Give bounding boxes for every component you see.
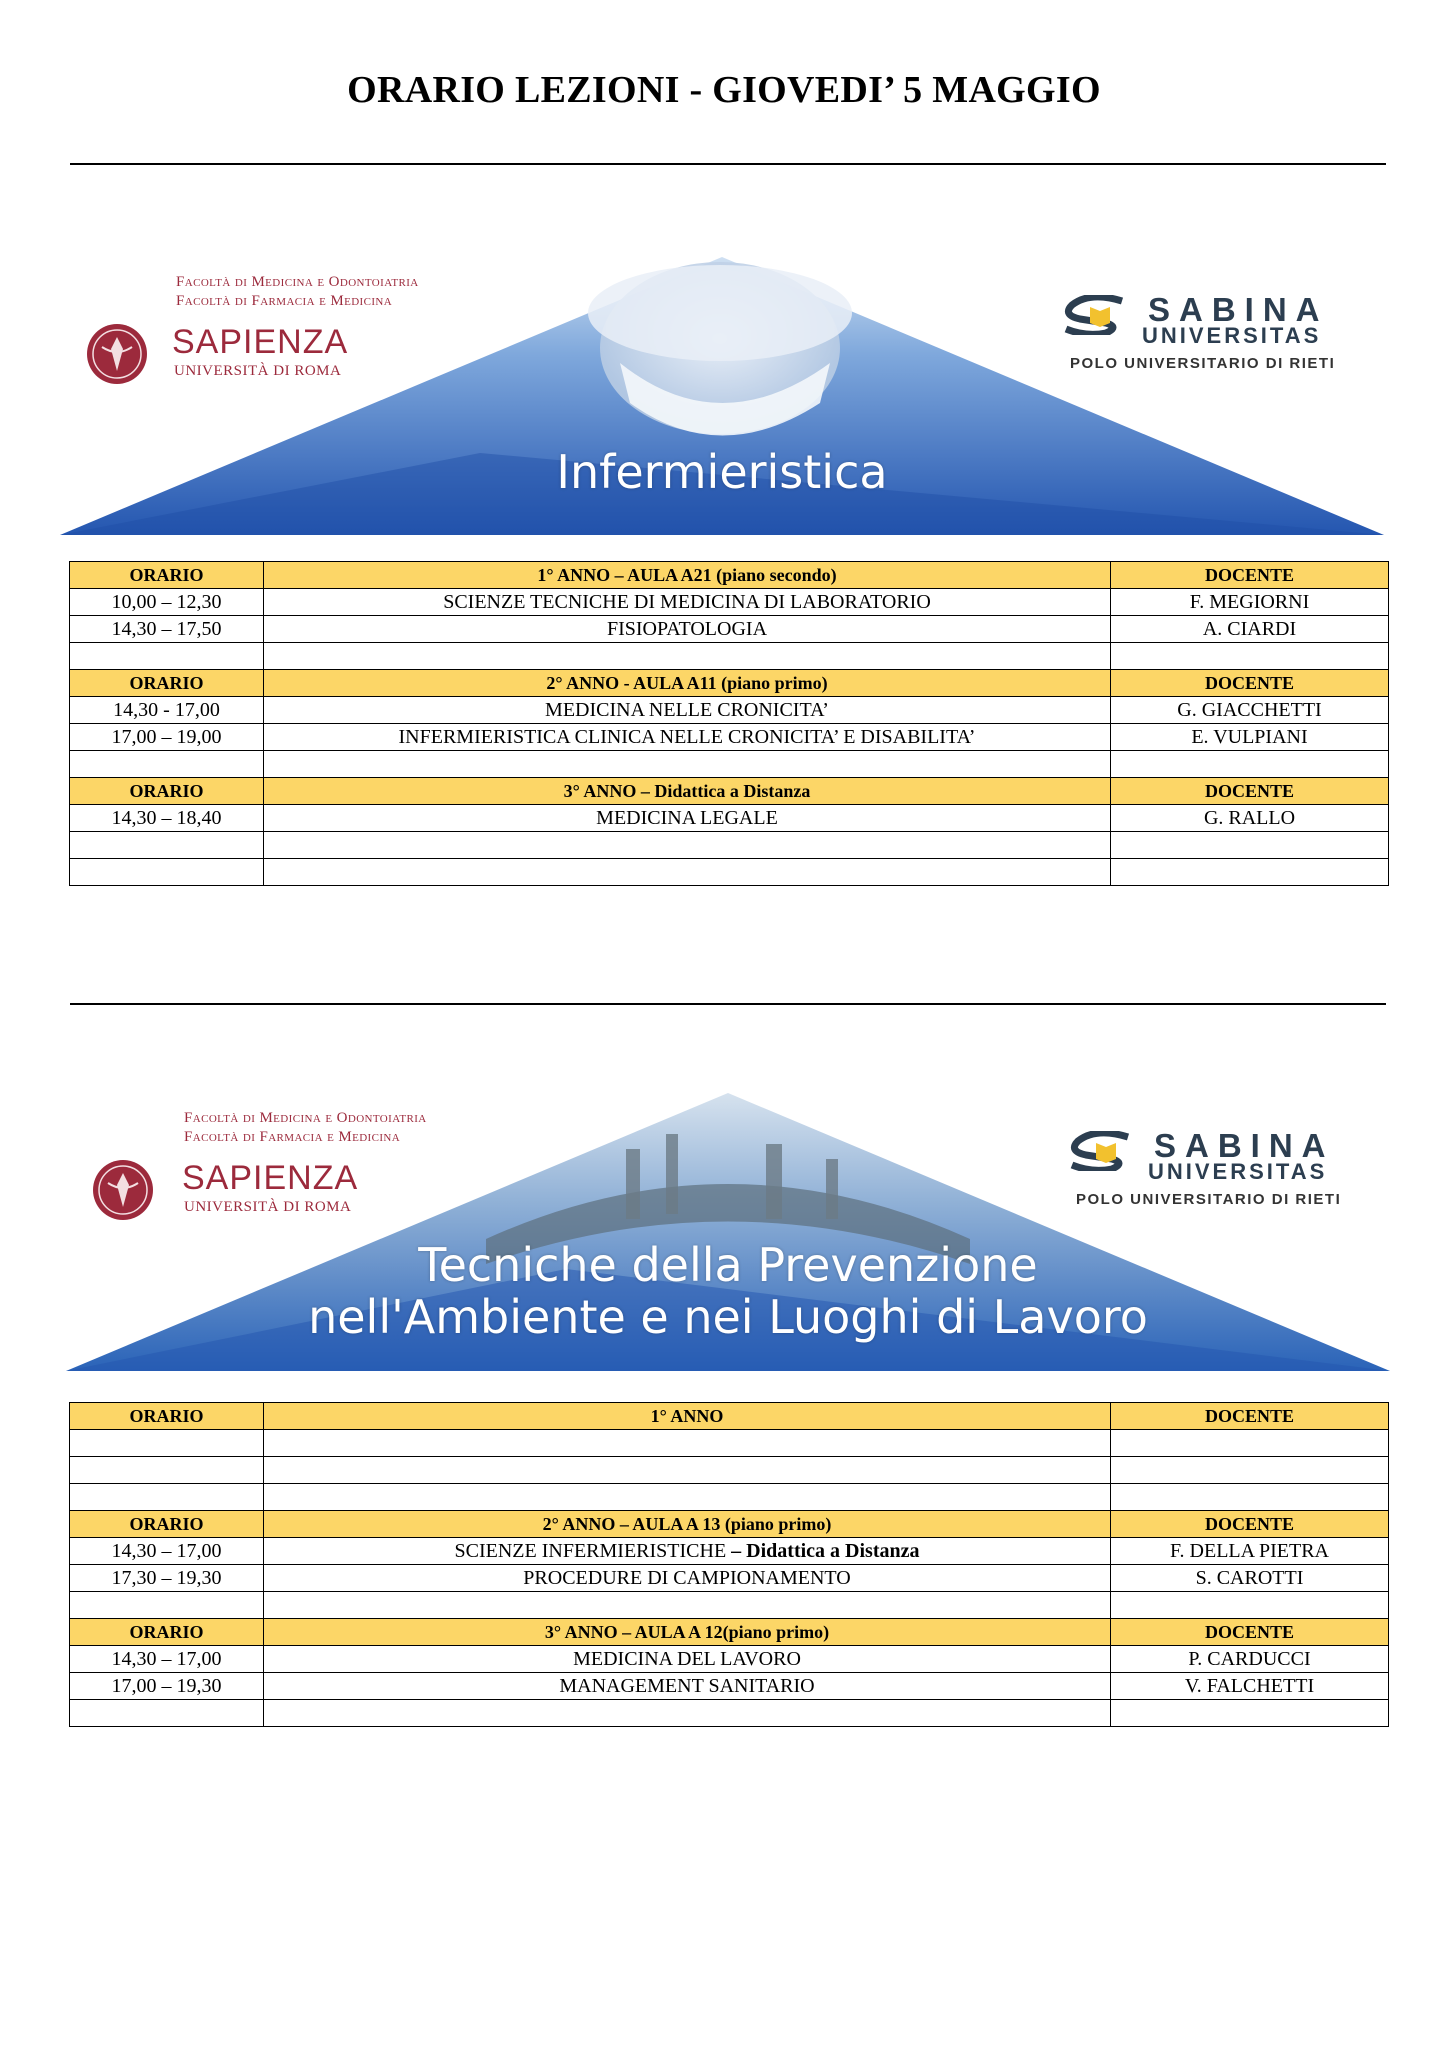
cell-course bbox=[264, 1457, 1111, 1484]
cell-teacher: F. MEGIORNI bbox=[1111, 589, 1389, 616]
cell-teacher bbox=[1111, 1700, 1389, 1727]
cell-teacher: S. CAROTTI bbox=[1111, 1565, 1389, 1592]
header-orario: ORARIO bbox=[70, 1403, 264, 1430]
sapienza-name: SAPIENZA bbox=[172, 323, 349, 361]
table-row bbox=[70, 1700, 1389, 1727]
cell-teacher: E. VULPIANI bbox=[1111, 724, 1389, 751]
cell-teacher: F. DELLA PIETRA bbox=[1111, 1538, 1389, 1565]
cell-course bbox=[264, 805, 1111, 832]
section-header-row bbox=[70, 1619, 1389, 1646]
cell-course bbox=[264, 724, 1111, 751]
faculty-line-2: Facoltà di Farmacia e Medicina bbox=[184, 1129, 401, 1145]
faculty-names bbox=[176, 273, 419, 311]
cell-time bbox=[70, 859, 264, 886]
course-title-line-1: Tecniche della Prevenzione bbox=[418, 1238, 1038, 1292]
header-year: 2° ANNO - AULA A11 (piano primo) bbox=[264, 670, 1111, 697]
schedule-table-infermieristica bbox=[69, 561, 1389, 886]
cell-teacher: G. GIACCHETTI bbox=[1111, 697, 1389, 724]
faculty-names bbox=[184, 1109, 427, 1147]
header-orario: ORARIO bbox=[70, 670, 264, 697]
page-title: ORARIO LEZIONI - GIOVEDI’ 5 MAGGIO bbox=[347, 69, 1101, 111]
header-year: 1° ANNO – AULA A21 (piano secondo) bbox=[264, 562, 1111, 589]
cell-time bbox=[70, 1430, 264, 1457]
sabina-name: SABINA bbox=[1148, 291, 1329, 328]
cell-course bbox=[264, 616, 1111, 643]
header-year: 2° ANNO – AULA A 13 (piano primo) bbox=[264, 1511, 1111, 1538]
cell-course bbox=[264, 1646, 1111, 1673]
header-orario: ORARIO bbox=[70, 562, 264, 589]
section-header-row bbox=[70, 670, 1389, 697]
cell-teacher bbox=[1111, 1592, 1389, 1619]
header-docente: DOCENTE bbox=[1111, 670, 1389, 697]
table-row bbox=[70, 697, 1389, 724]
sabina-polo: POLO UNIVERSITARIO DI RIETI bbox=[1076, 1191, 1342, 1208]
cell-teacher bbox=[1111, 1457, 1389, 1484]
cell-time: 10,00 – 12,30 bbox=[70, 589, 264, 616]
cell-course bbox=[264, 697, 1111, 724]
table-row bbox=[70, 832, 1389, 859]
sapienza-seal-icon bbox=[86, 323, 148, 385]
course-text: INFERMIERISTICA CLINICA NELLE CRONICITA’ E DISABILITA’ bbox=[398, 726, 976, 748]
course-title bbox=[226, 1239, 1230, 1343]
table-row bbox=[70, 1673, 1389, 1700]
cell-time: 14,30 - 17,00 bbox=[70, 697, 264, 724]
cell-time bbox=[70, 1592, 264, 1619]
sabina-name: SABINA bbox=[1154, 1127, 1335, 1164]
section-header-row bbox=[70, 562, 1389, 589]
table-row bbox=[70, 643, 1389, 670]
cell-time: 17,00 – 19,30 bbox=[70, 1673, 264, 1700]
course-text: MEDICINA LEGALE bbox=[596, 807, 778, 829]
header-docente: DOCENTE bbox=[1111, 1403, 1389, 1430]
cell-time: 14,30 – 18,40 bbox=[70, 805, 264, 832]
section-header-row bbox=[70, 1403, 1389, 1430]
header-docente: DOCENTE bbox=[1111, 1511, 1389, 1538]
header-docente: DOCENTE bbox=[1111, 1619, 1389, 1646]
header-year: 3° ANNO – Didattica a Distanza bbox=[264, 778, 1111, 805]
cell-teacher: A. CIARDI bbox=[1111, 616, 1389, 643]
cell-time: 14,30 – 17,00 bbox=[70, 1646, 264, 1673]
table-row bbox=[70, 805, 1389, 832]
table-row bbox=[70, 1484, 1389, 1511]
section-header-row bbox=[70, 1511, 1389, 1538]
course-text: MANAGEMENT SANITARIO bbox=[559, 1675, 815, 1697]
cell-course bbox=[264, 832, 1111, 859]
schedule-table-prevenzione bbox=[69, 1402, 1389, 1727]
faculty-line-1: Facoltà di Medicina e Odontoiatria bbox=[184, 1110, 427, 1126]
header-orario: ORARIO bbox=[70, 1619, 264, 1646]
header-orario: ORARIO bbox=[70, 778, 264, 805]
cell-course bbox=[264, 1484, 1111, 1511]
cell-course bbox=[264, 1592, 1111, 1619]
cell-time bbox=[70, 1484, 264, 1511]
cell-course bbox=[264, 1673, 1111, 1700]
sabina-logo-icon bbox=[1066, 1131, 1136, 1171]
cell-teacher bbox=[1111, 859, 1389, 886]
cell-teacher: V. FALCHETTI bbox=[1111, 1673, 1389, 1700]
course-text: MEDICINA NELLE CRONICITA’ bbox=[545, 699, 829, 721]
cell-course bbox=[264, 751, 1111, 778]
cell-time bbox=[70, 1700, 264, 1727]
cell-time bbox=[70, 643, 264, 670]
course-banner-infermieristica bbox=[60, 253, 1384, 538]
course-text: SCIENZE INFERMIERISTICHE bbox=[454, 1540, 727, 1562]
cell-teacher bbox=[1111, 832, 1389, 859]
cell-teacher bbox=[1111, 1484, 1389, 1511]
cell-course bbox=[264, 1538, 1111, 1565]
cell-time: 14,30 – 17,00 bbox=[70, 1538, 264, 1565]
course-title-line-2: nell'Ambiente e nei Luoghi di Lavoro bbox=[308, 1290, 1148, 1344]
cell-course bbox=[264, 1700, 1111, 1727]
faculty-line-1: Facoltà di Medicina e Odontoiatria bbox=[176, 274, 419, 290]
table-row bbox=[70, 589, 1389, 616]
table-row bbox=[70, 1538, 1389, 1565]
cell-time: 14,30 – 17,50 bbox=[70, 616, 264, 643]
course-banner-prevenzione bbox=[66, 1089, 1390, 1374]
cell-course bbox=[264, 1565, 1111, 1592]
cell-time bbox=[70, 1457, 264, 1484]
header-year: 1° ANNO bbox=[264, 1403, 1111, 1430]
cell-teacher bbox=[1111, 643, 1389, 670]
table-row bbox=[70, 1430, 1389, 1457]
sapienza-name: SAPIENZA bbox=[182, 1159, 359, 1197]
sabina-universitas: UNIVERSITAS bbox=[1142, 323, 1322, 348]
cell-time: 17,30 – 19,30 bbox=[70, 1565, 264, 1592]
table-row bbox=[70, 1646, 1389, 1673]
sabina-logo-icon bbox=[1060, 295, 1130, 335]
course-text: MEDICINA DEL LAVORO bbox=[573, 1648, 801, 1670]
cell-time: 17,00 – 19,00 bbox=[70, 724, 264, 751]
sapienza-subtitle: UNIVERSITÀ DI ROMA bbox=[174, 363, 342, 379]
cell-course bbox=[264, 859, 1111, 886]
table-row bbox=[70, 1565, 1389, 1592]
section-header-row bbox=[70, 778, 1389, 805]
header-year: 3° ANNO – AULA A 12(piano primo) bbox=[264, 1619, 1111, 1646]
cell-teacher bbox=[1111, 751, 1389, 778]
cell-teacher: G. RALLO bbox=[1111, 805, 1389, 832]
header-orario: ORARIO bbox=[70, 1511, 264, 1538]
sapienza-subtitle: UNIVERSITÀ DI ROMA bbox=[184, 1199, 352, 1215]
course-title: Infermieristica bbox=[556, 445, 888, 499]
sabina-polo: POLO UNIVERSITARIO DI RIETI bbox=[1070, 355, 1336, 372]
course-text: SCIENZE TECNICHE DI MEDICINA DI LABORATORIO bbox=[443, 591, 931, 613]
cell-teacher bbox=[1111, 1430, 1389, 1457]
cell-time bbox=[70, 832, 264, 859]
cell-time bbox=[70, 751, 264, 778]
table-row bbox=[70, 751, 1389, 778]
course-note: – Didattica a Distanza bbox=[726, 1540, 920, 1562]
course-text: PROCEDURE DI CAMPIONAMENTO bbox=[523, 1567, 851, 1589]
cell-teacher: P. CARDUCCI bbox=[1111, 1646, 1389, 1673]
table-row bbox=[70, 724, 1389, 751]
table-row bbox=[70, 1457, 1389, 1484]
header-docente: DOCENTE bbox=[1111, 778, 1389, 805]
sapienza-seal-icon bbox=[92, 1159, 154, 1221]
table-row bbox=[70, 616, 1389, 643]
section-divider bbox=[70, 1003, 1386, 1005]
table-row bbox=[70, 1592, 1389, 1619]
table-row bbox=[70, 859, 1389, 886]
title-divider bbox=[70, 163, 1386, 165]
header-docente: DOCENTE bbox=[1111, 562, 1389, 589]
cell-course bbox=[264, 589, 1111, 616]
cell-course bbox=[264, 1430, 1111, 1457]
course-text: FISIOPATOLOGIA bbox=[606, 618, 768, 640]
faculty-line-2: Facoltà di Farmacia e Medicina bbox=[176, 293, 393, 309]
sabina-universitas: UNIVERSITAS bbox=[1148, 1159, 1328, 1184]
cell-course bbox=[264, 643, 1111, 670]
